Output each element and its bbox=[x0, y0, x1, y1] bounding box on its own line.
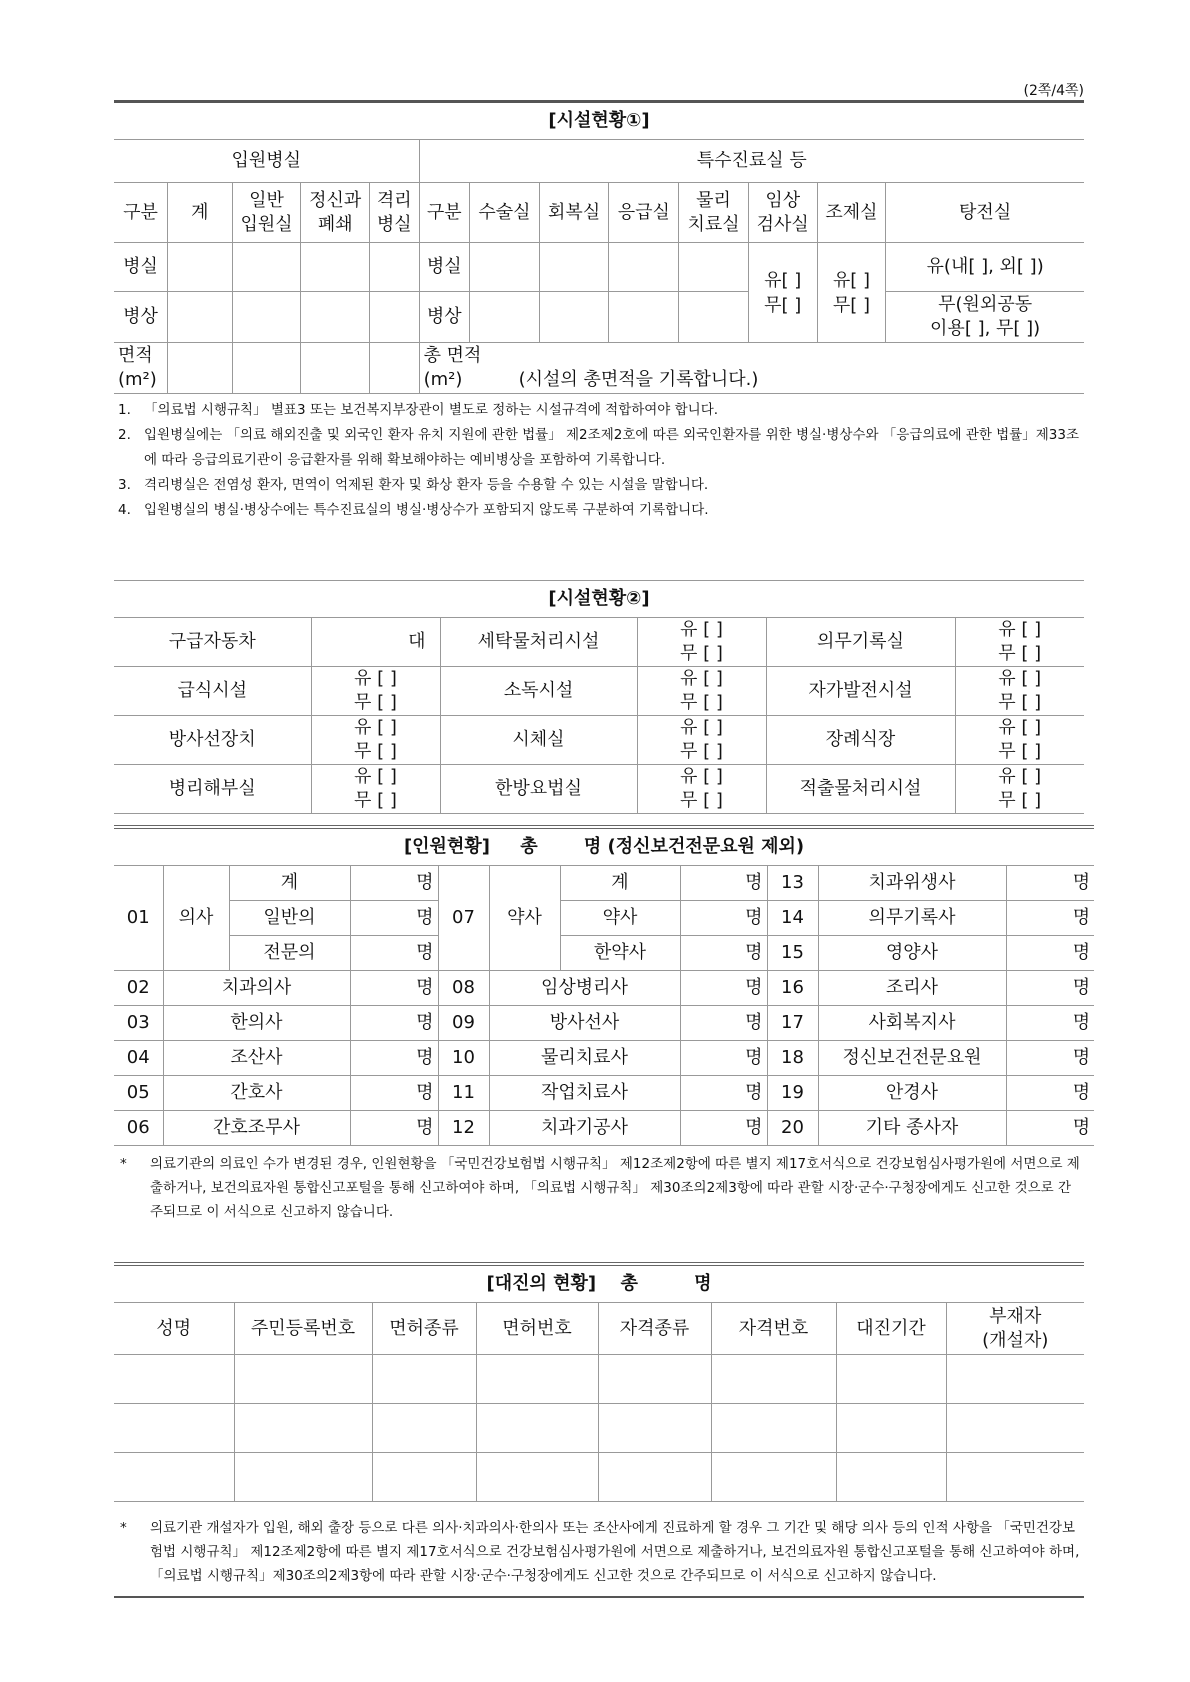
yn-checkbox[interactable]: 유 [ ] 무 [ ] bbox=[637, 765, 766, 814]
staff-count-input[interactable]: 명 bbox=[680, 901, 767, 936]
substitute-title: [대진의 현황] bbox=[486, 1273, 597, 1294]
substitute-input-cell[interactable] bbox=[598, 1453, 711, 1502]
staff-label: 물리치료사 bbox=[489, 1041, 680, 1076]
facility1-header: 구분 bbox=[114, 183, 168, 243]
special-room-label: 병실 bbox=[419, 243, 470, 292]
staff-code: 19 bbox=[767, 1076, 818, 1111]
staff-count-input[interactable]: 명 bbox=[1006, 901, 1094, 936]
staff-label: 한의사 bbox=[163, 1006, 350, 1041]
staff-code: 07 bbox=[438, 866, 489, 971]
staff-label: 치과의사 bbox=[163, 971, 350, 1006]
group-inpatient: 입원병실 bbox=[114, 140, 419, 183]
staff-code: 08 bbox=[438, 971, 489, 1006]
staff-label: 작업치료사 bbox=[489, 1076, 680, 1111]
staff-count-input[interactable]: 명 bbox=[1006, 936, 1094, 971]
facility1-header: 임상 검사실 bbox=[748, 183, 817, 243]
facility1-header: 계 bbox=[168, 183, 233, 243]
facility-label: 의무기록실 bbox=[766, 618, 955, 667]
facility-label: 방사선장치 bbox=[114, 716, 311, 765]
substitute-input-cell[interactable] bbox=[836, 1355, 946, 1404]
table-row bbox=[114, 1404, 1084, 1453]
staff-note: * 의료기관의 의료인 수가 변경된 경우, 인원현황을 「국민건강보험법 시행규칙」 제12조제2항에 따른 별지 제17호서식으로 건강보험심사평가원에 서면으로 제출하거나, 보건의료자원 통합신고포털을 통해 신고하여야 하며, 「의료법 시행규칙」 제30조의2제3항에 따라 관할 시장·군수·구청장에게도 신고한 것으로 간주되므로 이 서식으로 신고하지 않습니다. bbox=[120, 1156, 1080, 1220]
substitute-header: 대진기간 bbox=[836, 1303, 946, 1355]
yn-checkbox[interactable]: 유 [ ] 무 [ ] bbox=[637, 618, 766, 667]
staff-code: 02 bbox=[114, 971, 163, 1006]
row-room-label: 병실 bbox=[114, 243, 168, 292]
staff-count-input[interactable]: 명 bbox=[350, 936, 438, 971]
facility2-title: [시설현황②] bbox=[114, 581, 1084, 618]
facility1-title: [시설현황①] bbox=[114, 102, 1084, 140]
row-area-label: 면적 (m²) bbox=[114, 343, 168, 394]
substitute-input-cell[interactable] bbox=[234, 1355, 372, 1404]
substitute-note: * 의료기관 개설자가 입원, 해외 출장 등으로 다른 의사·치과의사·한의사 또는 조산사에게 진료하게 할 경우 그 기간 및 해당 의사 등의 인적 사항을 「국민건강보험법 시행규칙」 제12조제2항에 따른 별지 제17호서식으로 건강보험심사평가원에 서면으로 제출하거나, 보건의료자원 통합신고포털을 통해 신고하여야 하며, 「의료법 시행규칙」제30조의2제3항에 따라 관할 시장·군수·구청장에게도 신고한 것으로 간주되므로 이 서식으로 신고하지 않습니다. bbox=[114, 1502, 1084, 1598]
substitute-header: 성명 bbox=[114, 1303, 234, 1355]
staff-count-input[interactable]: 명 bbox=[1006, 1006, 1094, 1041]
staff-code: 12 bbox=[438, 1111, 489, 1146]
staff-title-cell bbox=[114, 827, 1094, 866]
staff-count-input[interactable]: 명 bbox=[350, 1006, 438, 1041]
yn-checkbox[interactable]: 유 [ ] 무 [ ] bbox=[955, 716, 1084, 765]
staff-count-input[interactable]: 명 bbox=[680, 1041, 767, 1076]
staff-code: 06 bbox=[114, 1111, 163, 1146]
table-row bbox=[114, 1453, 1084, 1502]
facility1-header: 정신과 폐쇄 bbox=[301, 183, 370, 243]
staff-sub-label: 한약사 bbox=[560, 936, 680, 971]
substitute-input-cell[interactable] bbox=[946, 1355, 1084, 1404]
staff-code: 15 bbox=[767, 936, 818, 971]
physio-room[interactable] bbox=[679, 243, 749, 292]
substitute-input-cell[interactable] bbox=[946, 1404, 1084, 1453]
note-item bbox=[114, 498, 1084, 523]
area-total[interactable] bbox=[168, 343, 233, 394]
facility-label: 소독시설 bbox=[440, 667, 637, 716]
staff-title: [인원현황] bbox=[403, 836, 490, 857]
yn-checkbox[interactable]: 유 [ ] 무 [ ] bbox=[637, 716, 766, 765]
facility1-header: 탕전실 bbox=[886, 183, 1084, 243]
substitute-input-cell[interactable] bbox=[114, 1404, 234, 1453]
facility-notes bbox=[114, 394, 1084, 525]
substitute-input-cell[interactable] bbox=[711, 1355, 836, 1404]
facility1-header: 응급실 bbox=[609, 183, 679, 243]
staff-code: 18 bbox=[767, 1041, 818, 1076]
staff-label: 방사선사 bbox=[489, 1006, 680, 1041]
staff-sub-label: 계 bbox=[229, 866, 350, 901]
bed-psych[interactable] bbox=[301, 292, 370, 343]
emergency-room[interactable] bbox=[609, 243, 679, 292]
staff-count-input[interactable]: 명 bbox=[680, 1111, 767, 1146]
substitute-header: 면허종류 bbox=[372, 1303, 476, 1355]
bed-isolation[interactable] bbox=[370, 292, 420, 343]
staff-count-input[interactable]: 명 bbox=[680, 971, 767, 1006]
tangjeon-option-2[interactable]: 무(원외공동 이용[ ], 무[ ]) bbox=[886, 292, 1084, 343]
staff-label: 치과위생사 bbox=[818, 866, 1006, 901]
substitute-header: 자격번호 bbox=[711, 1303, 836, 1355]
substitute-title-cell bbox=[114, 1264, 1084, 1303]
substitute-input-cell[interactable] bbox=[711, 1404, 836, 1453]
note-item bbox=[114, 423, 1084, 473]
staff-code: 04 bbox=[114, 1041, 163, 1076]
physio-bed[interactable] bbox=[679, 292, 749, 343]
staff-code: 13 bbox=[767, 866, 818, 901]
substitute-total-unit: 명 bbox=[694, 1273, 712, 1294]
substitute-input-cell[interactable] bbox=[711, 1453, 836, 1502]
facility-label: 시체실 bbox=[440, 716, 637, 765]
staff-label: 임상병리사 bbox=[489, 971, 680, 1006]
yn-checkbox[interactable]: 유 [ ] 무 [ ] bbox=[311, 667, 440, 716]
staff-code: 11 bbox=[438, 1076, 489, 1111]
staff-label: 영양사 bbox=[818, 936, 1006, 971]
yn-checkbox[interactable]: 유 [ ] 무 [ ] bbox=[955, 618, 1084, 667]
staff-count-input[interactable]: 명 bbox=[680, 866, 767, 901]
staff-count-input[interactable]: 명 bbox=[1006, 1111, 1094, 1146]
facility-table-2 bbox=[114, 580, 1084, 814]
tangjeon-option-1[interactable]: 유(내[ ], 외[ ]) bbox=[886, 243, 1084, 292]
room-total[interactable] bbox=[168, 243, 233, 292]
staff-count-input[interactable]: 명 bbox=[1006, 1041, 1094, 1076]
facility1-header: 격리 병실 bbox=[370, 183, 420, 243]
area-psych[interactable] bbox=[301, 343, 370, 394]
staff-category: 의사 bbox=[163, 866, 229, 971]
facility1-header: 구분 bbox=[419, 183, 470, 243]
room-isolation[interactable] bbox=[370, 243, 420, 292]
facility-label: 적출물처리시설 bbox=[766, 765, 955, 814]
staff-count-input[interactable]: 명 bbox=[680, 1076, 767, 1111]
substitute-input-cell[interactable] bbox=[372, 1404, 476, 1453]
group-special: 특수진료실 등 bbox=[419, 140, 1084, 183]
staff-total-unit: 명 (정신보건전문요원 제외) bbox=[583, 836, 805, 857]
substitute-table bbox=[114, 1262, 1084, 1502]
staff-label: 간호조무사 bbox=[163, 1111, 350, 1146]
substitute-input-cell[interactable] bbox=[946, 1453, 1084, 1502]
staff-label: 안경사 bbox=[818, 1076, 1006, 1111]
facility-label: 구급자동차 bbox=[114, 618, 311, 667]
staff-code: 17 bbox=[767, 1006, 818, 1041]
room-general[interactable] bbox=[232, 243, 301, 292]
staff-code: 01 bbox=[114, 866, 163, 971]
yn-checkbox[interactable]: 유 [ ] 무 [ ] bbox=[311, 716, 440, 765]
facility-label: 병리해부실 bbox=[114, 765, 311, 814]
recovery-room[interactable] bbox=[539, 243, 609, 292]
yn-checkbox[interactable]: 유 [ ] 무 [ ] bbox=[955, 765, 1084, 814]
facility-label: 장례식장 bbox=[766, 716, 955, 765]
note-text: 입원병실에는 「의료 해외진출 및 외국인 환자 유치 지원에 관한 법률」 제2조제2호에 따른 외국인환자를 위한 병실·병상수와 「응급의료에 관한 법률」제33조에 따라 응급의료기관이 응급환자를 위해 확보해야하는 예비병상을 포함하여 기록합니다. bbox=[144, 427, 1080, 468]
facility-label: 급식시설 bbox=[114, 667, 311, 716]
table-row bbox=[114, 1355, 1084, 1404]
staff-count-input[interactable]: 명 bbox=[1006, 866, 1094, 901]
staff-sub-label: 계 bbox=[560, 866, 680, 901]
staff-code: 03 bbox=[114, 1006, 163, 1041]
staff-count-input[interactable]: 명 bbox=[350, 866, 438, 901]
facility-label: 한방요법실 bbox=[440, 765, 637, 814]
note-text: 격리병실은 전염성 환자, 면역이 억제된 환자 및 화상 환자 등을 수용할 수 있는 시설을 말합니다. bbox=[144, 477, 709, 493]
substitute-input-cell[interactable] bbox=[372, 1453, 476, 1502]
staff-category: 약사 bbox=[489, 866, 560, 971]
facility1-header: 수술실 bbox=[470, 183, 540, 243]
substitute-input-cell[interactable] bbox=[836, 1404, 946, 1453]
staff-count-input[interactable]: 명 bbox=[680, 936, 767, 971]
unit-cell[interactable]: 대 bbox=[311, 618, 440, 667]
substitute-input-cell[interactable] bbox=[114, 1355, 234, 1404]
staff-sub-label: 전문의 bbox=[229, 936, 350, 971]
staff-label: 의무기록사 bbox=[818, 901, 1006, 936]
substitute-input-cell[interactable] bbox=[836, 1453, 946, 1502]
staff-code: 20 bbox=[767, 1111, 818, 1146]
substitute-header: 주민등록번호 bbox=[234, 1303, 372, 1355]
staff-count-input[interactable]: 명 bbox=[1006, 971, 1094, 1006]
staff-count-input[interactable]: 명 bbox=[350, 1076, 438, 1111]
staff-label: 간호사 bbox=[163, 1076, 350, 1111]
staff-label: 치과기공사 bbox=[489, 1111, 680, 1146]
staff-count-input[interactable]: 명 bbox=[350, 971, 438, 1006]
total-area-label: 총 면적 (m²) bbox=[423, 345, 482, 390]
note-number: 3. bbox=[118, 477, 131, 493]
recovery-bed[interactable] bbox=[539, 292, 609, 343]
substitute-input-cell[interactable] bbox=[476, 1453, 598, 1502]
row-bed-label: 병상 bbox=[114, 292, 168, 343]
dispensary-yn-checkbox[interactable]: 유[ ] 무[ ] bbox=[817, 243, 886, 343]
special-bed-label: 병상 bbox=[419, 292, 470, 343]
staff-label: 사회복지사 bbox=[818, 1006, 1006, 1041]
facility1-header: 일반 입원실 bbox=[232, 183, 301, 243]
staff-sub-label: 일반의 bbox=[229, 901, 350, 936]
page-number: (2쪽/4쪽) bbox=[1023, 83, 1084, 99]
staff-table bbox=[114, 825, 1094, 1146]
facility-label: 세탁물처리시설 bbox=[440, 618, 637, 667]
facility1-header: 회복실 bbox=[539, 183, 609, 243]
area-isolation[interactable] bbox=[370, 343, 420, 394]
staff-count-input[interactable]: 명 bbox=[680, 1006, 767, 1041]
substitute-input-cell[interactable] bbox=[598, 1355, 711, 1404]
substitute-input-cell[interactable] bbox=[476, 1404, 598, 1453]
substitute-input-cell[interactable] bbox=[476, 1355, 598, 1404]
staff-label: 조리사 bbox=[818, 971, 1006, 1006]
note-number: 4. bbox=[118, 502, 131, 518]
staff-count-input[interactable]: 명 bbox=[350, 1111, 438, 1146]
yn-checkbox[interactable]: 유 [ ] 무 [ ] bbox=[311, 765, 440, 814]
staff-code: 16 bbox=[767, 971, 818, 1006]
total-area-cell[interactable] bbox=[419, 343, 1084, 394]
area-general[interactable] bbox=[232, 343, 301, 394]
staff-code: 05 bbox=[114, 1076, 163, 1111]
substitute-header: 면허번호 bbox=[476, 1303, 598, 1355]
staff-sub-label: 약사 bbox=[560, 901, 680, 936]
facility-table-1 bbox=[114, 100, 1084, 394]
note-item bbox=[114, 473, 1084, 498]
emergency-bed[interactable] bbox=[609, 292, 679, 343]
substitute-input-cell[interactable] bbox=[372, 1355, 476, 1404]
staff-code: 09 bbox=[438, 1006, 489, 1041]
staff-count-input[interactable]: 명 bbox=[1006, 1076, 1094, 1111]
yn-checkbox[interactable]: 유 [ ] 무 [ ] bbox=[637, 667, 766, 716]
yn-checkbox[interactable]: 유 [ ] 무 [ ] bbox=[955, 667, 1084, 716]
staff-count-input[interactable]: 명 bbox=[350, 901, 438, 936]
staff-label: 조산사 bbox=[163, 1041, 350, 1076]
substitute-input-cell[interactable] bbox=[234, 1453, 372, 1502]
surgery-bed[interactable] bbox=[470, 292, 540, 343]
note-text: 「의료법 시행규칙」 별표3 또는 보건복지부장관이 별도로 정하는 시설규격에 적합하여야 합니다. bbox=[144, 402, 719, 418]
staff-code: 14 bbox=[767, 901, 818, 936]
bed-general[interactable] bbox=[232, 292, 301, 343]
facility-label: 자가발전시설 bbox=[766, 667, 955, 716]
note-number: 1. bbox=[118, 402, 131, 418]
note-item bbox=[114, 398, 1084, 423]
substitute-input-cell[interactable] bbox=[598, 1404, 711, 1453]
staff-total-label: 총 bbox=[520, 836, 538, 857]
staff-label: 기타 종사자 bbox=[818, 1111, 1006, 1146]
bed-total[interactable] bbox=[168, 292, 233, 343]
substitute-header: 부재자 (개설자) bbox=[946, 1303, 1084, 1355]
staff-count-input[interactable]: 명 bbox=[350, 1041, 438, 1076]
total-area-note: (시설의 총면적을 기록합니다.) bbox=[518, 369, 759, 390]
note-number: 2. bbox=[118, 427, 131, 443]
substitute-input-cell[interactable] bbox=[114, 1453, 234, 1502]
substitute-input-cell[interactable] bbox=[234, 1404, 372, 1453]
substitute-header: 자격종류 bbox=[598, 1303, 711, 1355]
facility1-header: 조제실 bbox=[817, 183, 886, 243]
note-text: 입원병실의 병실·병상수에는 특수진료실의 병실·병상수가 포함되지 않도록 구분하여 기록합니다. bbox=[144, 502, 709, 518]
room-psych[interactable] bbox=[301, 243, 370, 292]
substitute-total-label: 총 bbox=[620, 1273, 638, 1294]
staff-label: 정신보건전문요원 bbox=[818, 1041, 1006, 1076]
surgery-room[interactable] bbox=[470, 243, 540, 292]
lab-yn-checkbox[interactable]: 유[ ] 무[ ] bbox=[748, 243, 817, 343]
facility1-header: 물리 치료실 bbox=[679, 183, 749, 243]
staff-code: 10 bbox=[438, 1041, 489, 1076]
